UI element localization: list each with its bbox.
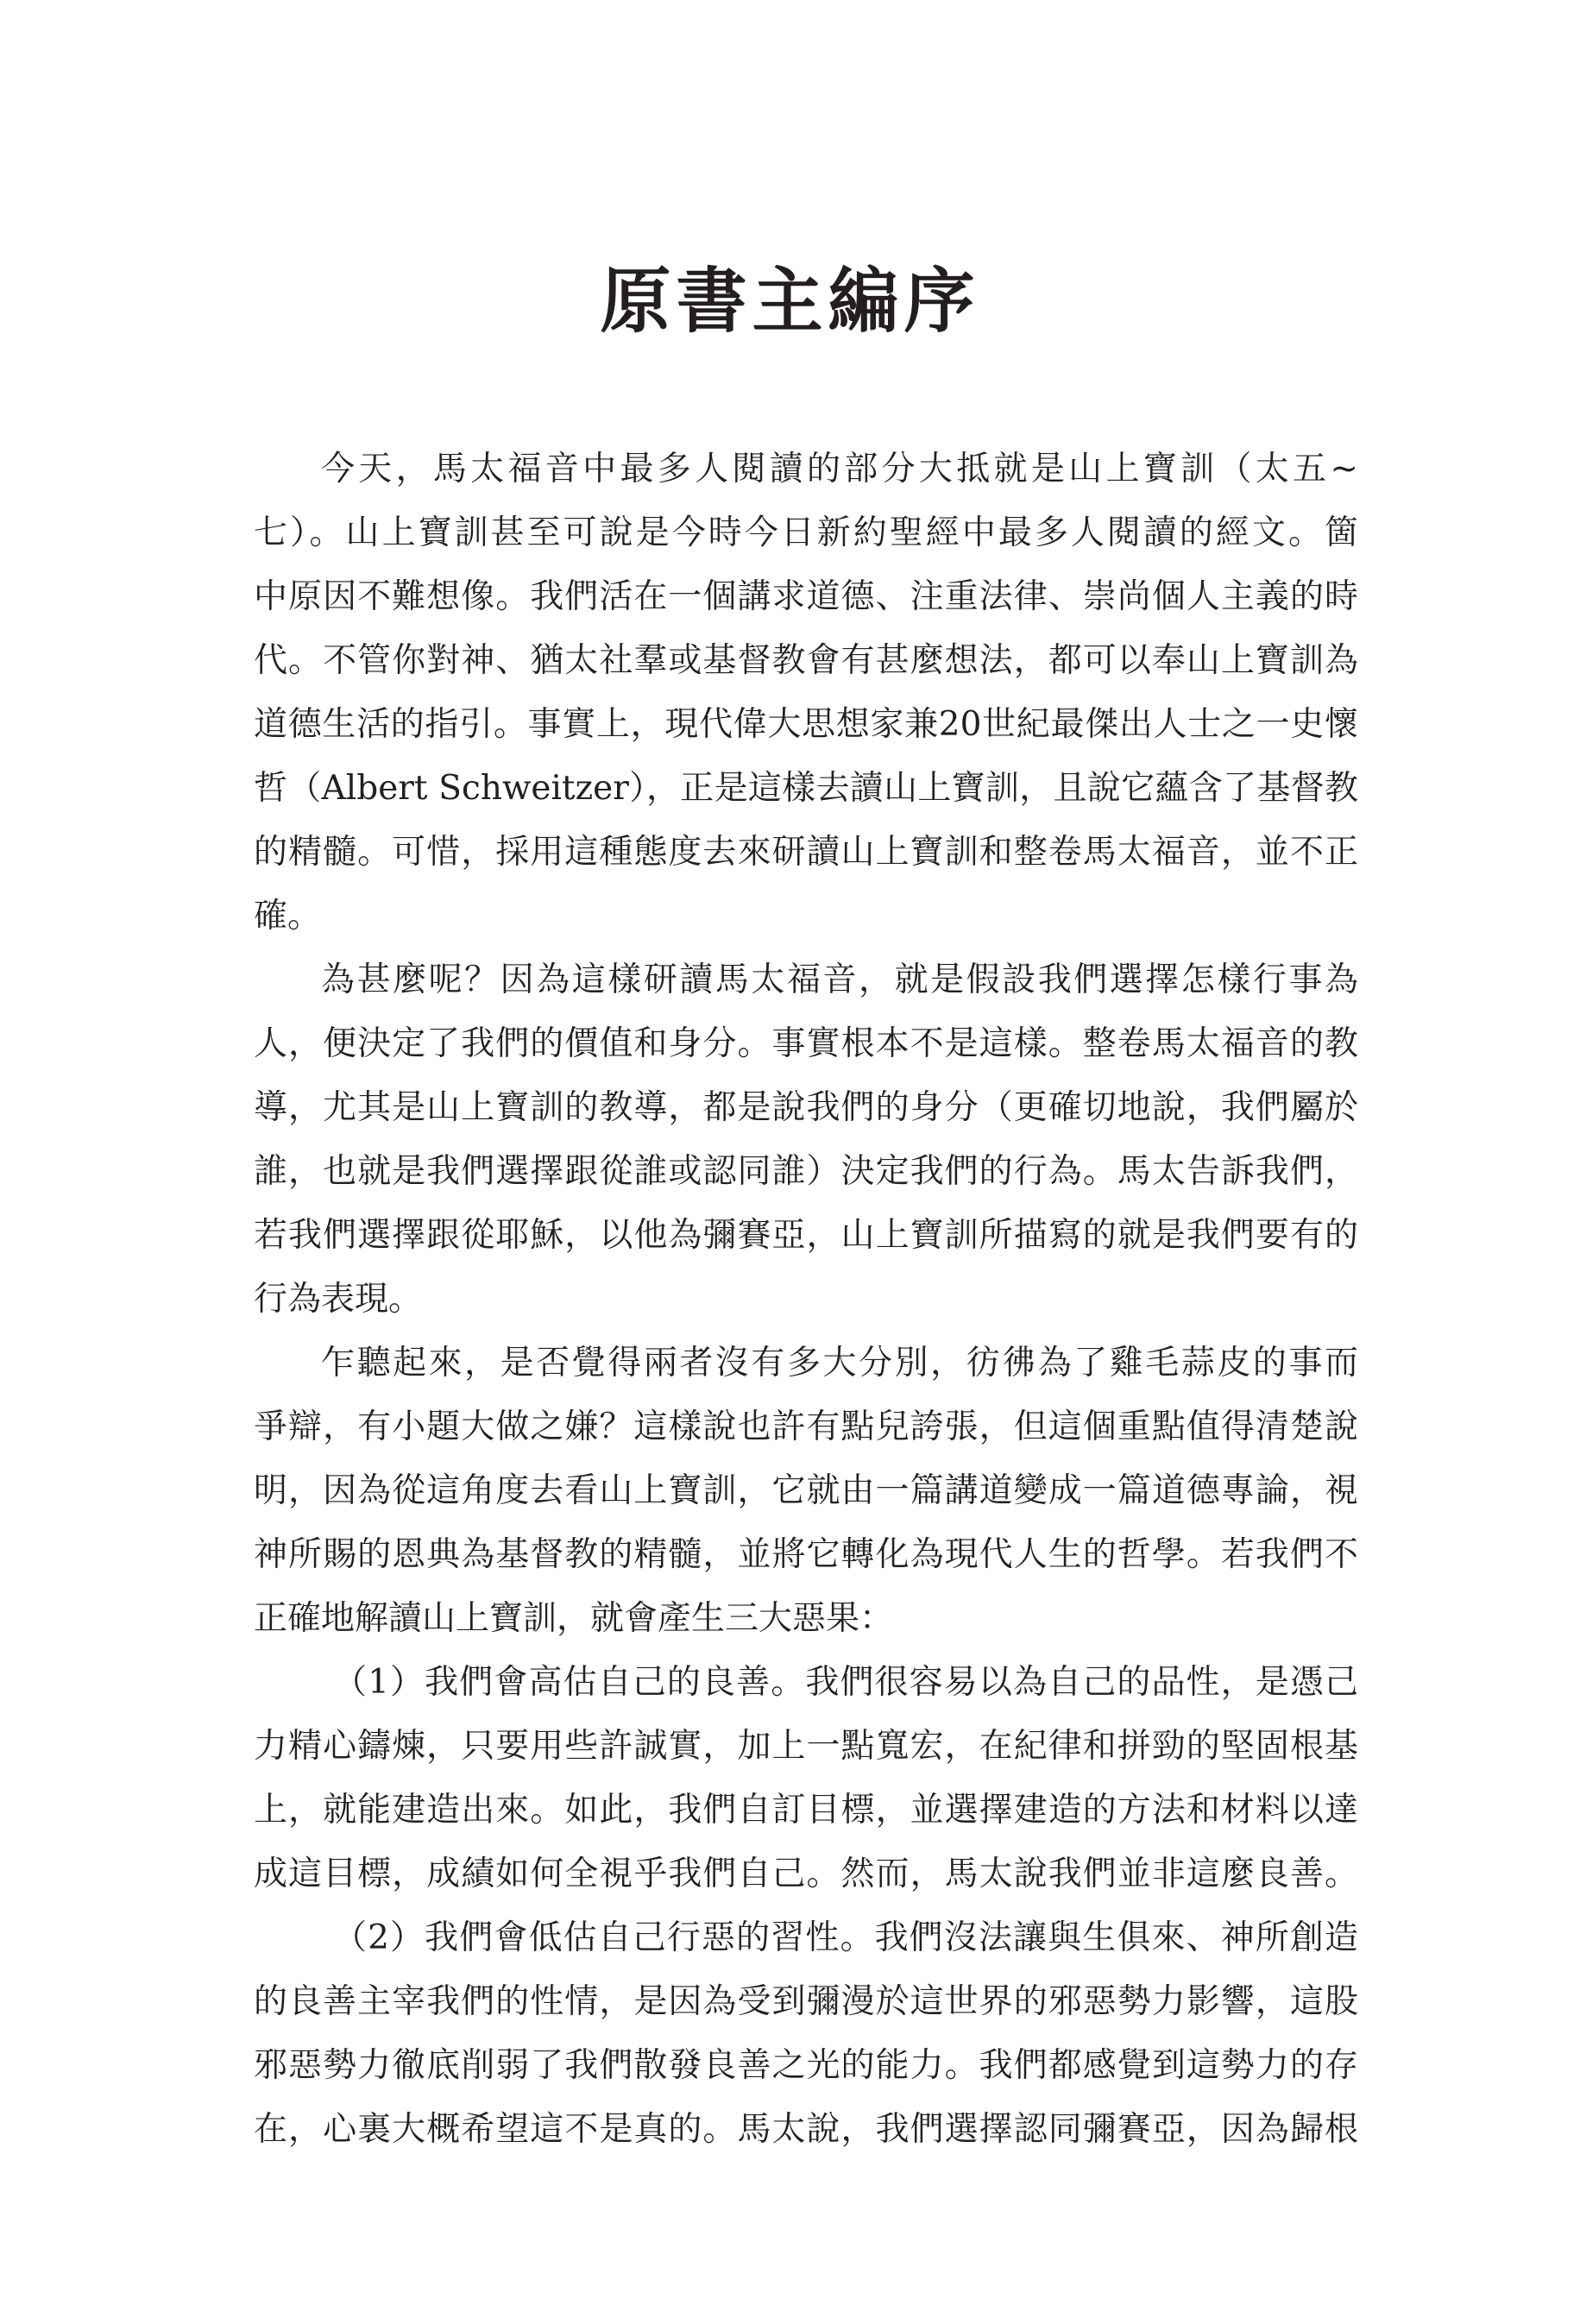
text-line: 的良善主宰我們的性情，是因為受到彌漫於這世界的邪惡勢力影響，這股 [254, 1982, 1358, 2021]
text-line: （1）我們會高估自己的良善。我們很容易以為自己的品性，是憑己 [333, 1663, 1358, 1702]
text-line: 誰，也就是我們選擇跟從誰或認同誰）決定我們的行為。馬太告訴我們， [254, 1152, 1358, 1191]
text-line: 正確地解讀山上寶訓，就會產生三大惡果： [254, 1599, 894, 1638]
text-line: 今天，馬太福音中最多人閱讀的部分大抵就是山上寶訓（太五~ [321, 450, 1358, 488]
text-line: 若我們選擇跟從耶穌，以他為彌賽亞，山上寶訓所描寫的就是我們要有的 [254, 1216, 1358, 1255]
text-line: 邪惡勢力徹底削弱了我們散發良善之光的能力。我們都感覺到這勢力的存 [254, 2046, 1358, 2085]
page-title: 原書主編序 [600, 261, 980, 343]
text-line: 的精髓。可惜，採用這種態度去來研讀山上寶訓和整卷馬太福音，並不正 [254, 833, 1358, 872]
text-line: 哲（Albert Schweitzer），正是這樣去讀山上寶訓，且說它蘊含了基督教 [254, 769, 1358, 808]
text-line: 乍聽起來，是否覺得兩者沒有多大分別，彷彿為了雞毛蒜皮的事而 [321, 1344, 1358, 1382]
text-line: 行為表現。 [254, 1280, 423, 1319]
text-line: 導，尤其是山上寶訓的教導，都是說我們的身分（更確切地說，我們屬於 [254, 1088, 1358, 1127]
text-line: 人，便決定了我們的價值和身分。事實根本不是這樣。整卷馬太福音的教 [254, 1024, 1358, 1063]
text-line: 上，就能建造出來。如此，我們自訂目標，並選擇建造的方法和材料以達 [254, 1791, 1358, 1830]
text-line: 爭辯，有小題大做之嫌？這樣說也許有點兒誇張，但這個重點值得清楚說 [254, 1408, 1358, 1446]
text-line: 在，心裏大概希望這不是真的。馬太說，我們選擇認同彌賽亞，因為歸根 [254, 2110, 1358, 2149]
text-line: 成這目標，成績如何全視乎我們自己。然而，馬太說我們並非這麼良善。 [254, 1855, 1358, 1893]
text-line: 中原因不難想像。我們活在一個講求道德、注重法律、崇尚個人主義的時 [254, 577, 1358, 616]
text-line: （2）我們會低估自己行惡的習性。我們沒法讓與生俱來、神所創造 [333, 1918, 1358, 1957]
text-line: 道德生活的指引。事實上，現代偉大思想家兼20世紀最傑出人士之一史懷 [254, 705, 1358, 744]
text-line: 七）。山上寶訓甚至可說是今時今日新約聖經中最多人閱讀的經文。箇 [254, 513, 1358, 552]
text-line: 為甚麼呢？因為這樣研讀馬太福音，就是假設我們選擇怎樣行事為 [321, 960, 1358, 999]
text-line: 代。不管你對神、猶太社羣或基督教會有甚麼想法，都可以奉山上寶訓為 [254, 641, 1358, 680]
text-line: 神所賜的恩典為基督教的精髓，並將它轉化為現代人生的哲學。若我們不 [254, 1535, 1358, 1574]
text-line: 確。 [254, 897, 322, 935]
body-text [254, 438, 1358, 2162]
text-line: 明，因為從這角度去看山上寶訓，它就由一篇講道變成一篇道德專論，視 [254, 1471, 1358, 1510]
text-line: 力精心鑄煉，只要用些許誠實，加上一點寬宏，在紀律和拼勁的堅固根基 [254, 1727, 1358, 1766]
